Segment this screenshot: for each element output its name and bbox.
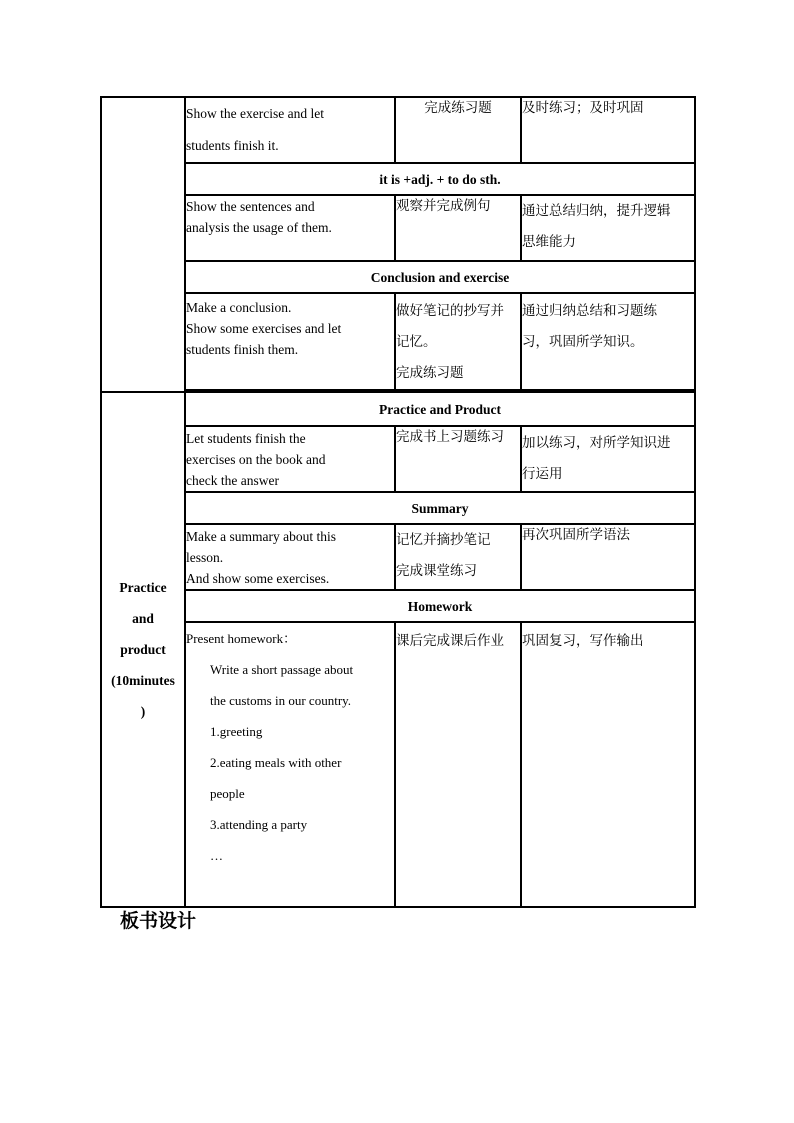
lesson-plan-table <box>100 96 696 908</box>
list-item: 2.eating meals with other <box>210 755 342 770</box>
section-heading: Conclusion and exercise <box>185 261 695 293</box>
table-row <box>101 622 695 907</box>
list-item: … <box>210 848 223 863</box>
section-heading-row <box>101 492 695 524</box>
activity-cell: Make a summary about this lesson. And show some exercises. <box>185 524 395 590</box>
section-heading: Homework <box>185 590 695 622</box>
activity-cell: Let students finish the exercises on the book and check the answer <box>185 426 395 492</box>
purpose-cell: 加以练习，对所学知识进 行运用 <box>521 426 695 492</box>
list-item: 1.greeting <box>210 724 263 739</box>
purpose-cell: 通过总结归纳，提升逻辑 思维能力 <box>521 195 695 261</box>
purpose-cell: 通过归纳总结和习题练 习，巩固所学知识。 <box>521 293 695 390</box>
student-activity-cell: 做好笔记的抄写并 记忆。 完成练习题 <box>395 293 521 390</box>
stage-label-cell: Practice and product (10minutes ) <box>101 392 185 907</box>
homework-title: Present homework： <box>186 631 297 646</box>
homework-cell <box>185 622 395 907</box>
section-heading-row <box>101 392 695 426</box>
list-item: people <box>210 786 245 801</box>
table-row <box>101 195 695 261</box>
student-activity-cell: 完成书上习题练习 <box>395 426 521 492</box>
purpose-cell: 巩固复习，写作输出 <box>521 622 695 907</box>
section-heading: Practice and Product <box>185 392 695 426</box>
stage-cell-empty <box>101 97 185 392</box>
table-row <box>101 97 695 163</box>
section-heading: it is +adj. + to do sth. <box>185 163 695 195</box>
list-item: the customs in our country. <box>210 693 352 708</box>
list-item: Write a short passage about <box>210 662 354 677</box>
student-activity-cell: 记忆并摘抄笔记 完成课堂练习 <box>395 524 521 590</box>
purpose-cell: 及时练习；及时巩固 <box>521 97 695 163</box>
homework-list <box>186 654 394 871</box>
table-row <box>101 293 695 390</box>
purpose-cell: 再次巩固所学语法 <box>521 524 695 590</box>
activity-cell: Show the sentences and analysis the usage of them. <box>185 195 395 261</box>
table-row <box>101 524 695 590</box>
table-row <box>101 426 695 492</box>
student-activity-cell: 完成练习题 <box>395 97 521 163</box>
section-heading-row <box>101 590 695 622</box>
board-design-heading: 板书设计 <box>120 910 197 932</box>
section-heading: Summary <box>185 492 695 524</box>
activity-cell: Show the exercise and let students finish it. <box>185 97 395 163</box>
student-activity-cell: 观察并完成例句 <box>395 195 521 261</box>
section-heading-row <box>101 261 695 293</box>
student-activity-cell: 课后完成课后作业 <box>395 622 521 907</box>
section-heading-row <box>101 163 695 195</box>
list-item: 3.attending a party <box>210 817 308 832</box>
activity-cell: Make a conclusion. Show some exercises and let students finish them. <box>185 293 395 390</box>
